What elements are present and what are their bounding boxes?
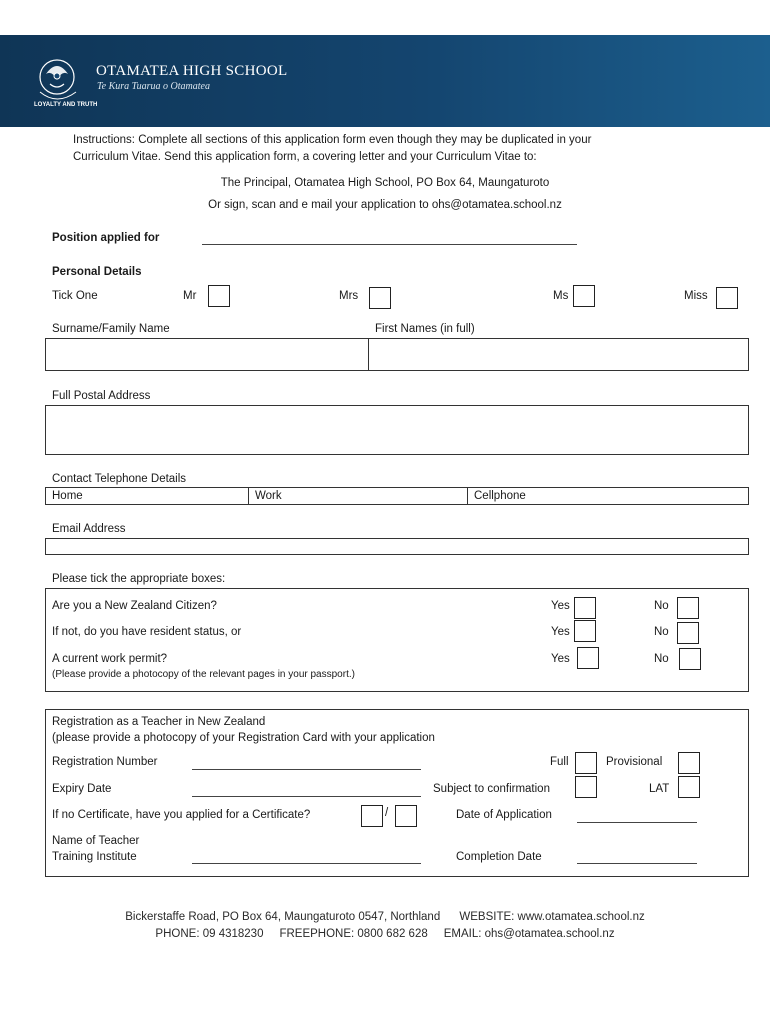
surname-field[interactable] (45, 338, 369, 371)
school-name: OTAMATEA HIGH SCHOOL (96, 63, 288, 79)
registration-number-input[interactable] (192, 769, 421, 770)
title-mrs-checkbox[interactable] (369, 287, 391, 309)
postal-address-label: Full Postal Address (52, 390, 151, 402)
expiry-date-input[interactable] (192, 796, 421, 797)
subject-to-confirmation-label: Subject to confirmation (433, 783, 550, 795)
lat-label: LAT (649, 783, 670, 795)
date-of-application-input[interactable] (577, 822, 697, 823)
teacher-institute-label-1: Name of Teacher (52, 835, 140, 847)
teacher-institute-label-2: Training Institute (52, 851, 137, 863)
completion-date-input[interactable] (577, 863, 697, 864)
completion-date-label: Completion Date (456, 851, 542, 863)
title-miss-label: Miss (684, 290, 708, 302)
title-mr-label: Mr (183, 290, 197, 302)
personal-details-heading: Personal Details (52, 266, 142, 278)
registration-note: (please provide a photocopy of your Registration Card with your application (52, 732, 435, 744)
certificate-slash: / (385, 807, 389, 819)
applied-certificate-question: If no Certificate, have you applied for a Certificate? (52, 809, 311, 821)
resident-no-checkbox[interactable] (677, 622, 699, 644)
position-label: Position applied for (52, 232, 160, 244)
certificate-yes-checkbox[interactable] (361, 805, 383, 827)
resident-status-question: If not, do you have resident status, or (52, 626, 242, 638)
training-institute-input[interactable] (192, 863, 421, 864)
tick-boxes-heading: Please tick the appropriate boxes: (52, 573, 226, 585)
phone-divider (248, 487, 249, 505)
permit-no-checkbox[interactable] (679, 648, 701, 670)
lat-checkbox[interactable] (678, 776, 700, 798)
work-permit-question: A current work permit? (52, 653, 168, 665)
logo-motto: LOYALTY AND TRUTH (34, 102, 98, 108)
instructions-line-1: Instructions: Complete all sections of this application form even though they may be duplicated in your (73, 134, 592, 146)
school-subtitle: Te Kura Tuarua o Otamatea (97, 81, 210, 92)
first-names-label: First Names (in full) (375, 323, 475, 335)
permit-yes-checkbox[interactable] (577, 647, 599, 669)
full-label: Full (550, 756, 569, 768)
phone-work-field[interactable]: Work (255, 490, 282, 502)
school-crest-logo (26, 50, 98, 108)
email-instruction: Or sign, scan and e mail your application to ohs@otamatea.school.nz (208, 199, 562, 211)
passport-note: (Please provide a photocopy of the relevant pages in your passport.) (52, 669, 355, 680)
registration-number-label: Registration Number (52, 756, 158, 768)
phone-divider (467, 487, 468, 505)
registration-heading: Registration as a Teacher in New Zealand (52, 716, 266, 728)
footer-address: Bickerstaffe Road, PO Box 64, Maungaturoto 0547, Northland WEBSITE: www.otamatea.school.nz (125, 911, 645, 923)
phone-table (45, 487, 749, 505)
email-field[interactable] (45, 538, 749, 555)
send-address: The Principal, Otamatea High School, PO Box 64, Maungaturoto (220, 177, 550, 189)
phone-heading: Contact Telephone Details (52, 473, 187, 485)
yes-label: Yes (551, 653, 570, 665)
provisional-label: Provisional (606, 756, 663, 768)
footer-contacts: PHONE: 09 4318230 FREEPHONE: 0800 682 628 EMAIL: ohs@otamatea.school.nz (155, 928, 615, 940)
email-label: Email Address (52, 523, 126, 535)
postal-address-field[interactable] (45, 405, 749, 455)
phone-cell-field[interactable]: Cellphone (474, 490, 526, 502)
resident-yes-checkbox[interactable] (574, 620, 596, 642)
no-label: No (654, 626, 669, 638)
no-label: No (654, 600, 669, 612)
citizen-no-checkbox[interactable] (677, 597, 699, 619)
nz-citizen-question: Are you a New Zealand Citizen? (52, 600, 217, 612)
certificate-no-checkbox[interactable] (395, 805, 417, 827)
title-ms-label: Ms (553, 290, 569, 302)
provisional-checkbox[interactable] (678, 752, 700, 774)
phone-home-field[interactable]: Home (52, 490, 83, 502)
surname-label: Surname/Family Name (52, 323, 170, 335)
yes-label: Yes (551, 626, 570, 638)
position-input-line[interactable] (202, 244, 577, 245)
first-names-field[interactable] (368, 338, 749, 371)
expiry-date-label: Expiry Date (52, 783, 112, 795)
title-miss-checkbox[interactable] (716, 287, 738, 309)
instructions-line-2: Curriculum Vitae. Send this application form, a covering letter and your Curriculum Vitae to: (73, 151, 537, 163)
subject-to-confirmation-checkbox[interactable] (575, 776, 597, 798)
tick-one-label: Tick One (52, 290, 98, 302)
citizen-yes-checkbox[interactable] (574, 597, 596, 619)
title-mrs-label: Mrs (339, 290, 359, 302)
date-of-application-label: Date of Application (456, 809, 552, 821)
no-label: No (654, 653, 669, 665)
full-checkbox[interactable] (575, 752, 597, 774)
title-ms-checkbox[interactable] (573, 285, 595, 307)
yes-label: Yes (551, 600, 570, 612)
title-mr-checkbox[interactable] (208, 285, 230, 307)
